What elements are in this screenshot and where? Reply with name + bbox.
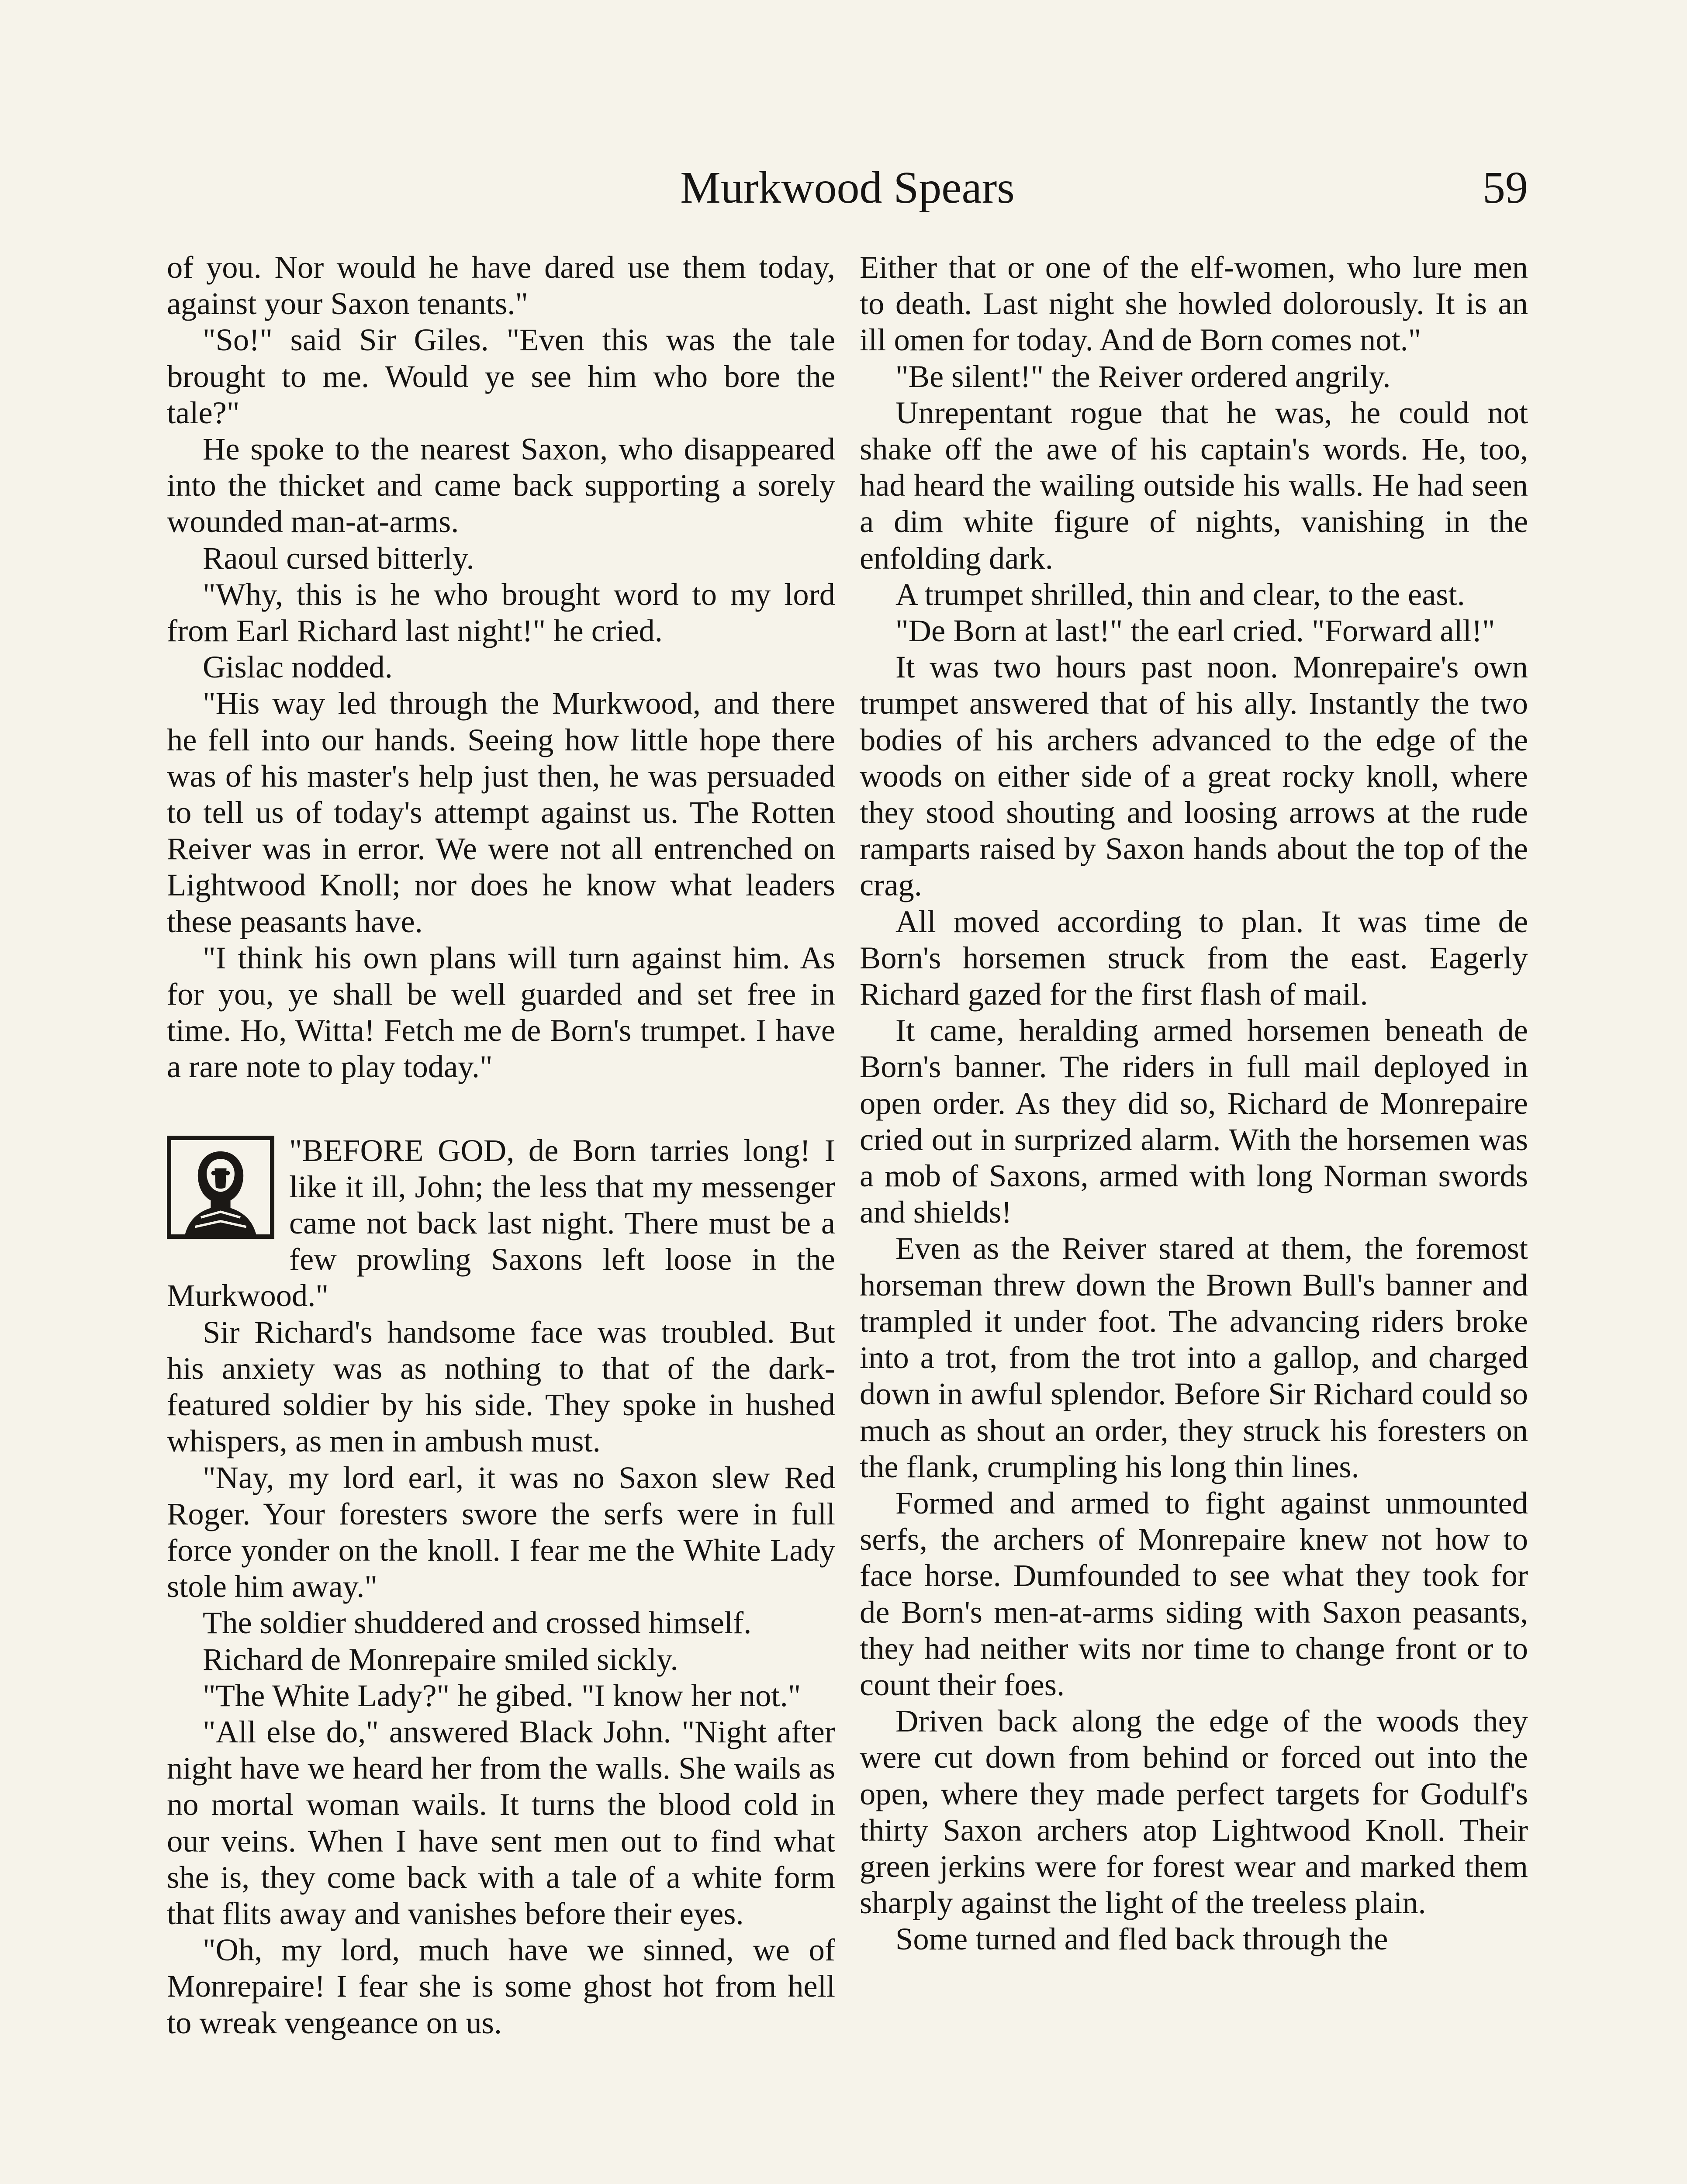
paragraph: Sir Richard's handsome face was troubled. But his anxiety was as nothing to that of the dark-featured soldier by his side. They spoke in hushed whispers, as men in ambush must. xyxy=(167,1314,835,1459)
paragraph: Raoul cursed bitterly. xyxy=(203,540,474,576)
paragraph: All moved according to plan. It was time de Born's horsemen struck from the east. Eagerly Richard gazed for the first flash of mail. xyxy=(860,903,1528,1012)
paragraph: "I think his own plans will turn against him. As for you, ye shall be well guarded and set free in time. Ho, Witta! Fetch me de Born's trumpet. I have a rare note to play today." xyxy=(167,940,835,1085)
paragraph: "BEFORE GOD, de Born tarries long! I like it ill, John; the less that my messenger came not back last night. There must be a few prowling Saxons left loose in the Murkwood." xyxy=(167,1132,835,1313)
paragraph: Either that or one of the elf-women, who lure men to death. Last night she howled dolorously. It is an ill omen for today. And de Born comes not." xyxy=(860,249,1528,358)
paragraph: "Be silent!" the Reiver ordered angrily. xyxy=(895,358,1391,394)
paragraph: Formed and armed to fight against unmounted serfs, the archers of Monrepaire knew not how to face horse. Dumfounded to see what they took for de Born's men-at-arms siding with Saxon peasants, they had neither wits nor time to change front or to count their foes. xyxy=(860,1485,1528,1702)
paragraph: "So!" said Sir Giles. "Even this was the tale brought to me. Would ye see him who bore the tale?" xyxy=(167,322,835,430)
left-column xyxy=(167,249,835,2041)
running-title: Murkwood Spears xyxy=(680,162,1015,213)
paragraph: Even as the Reiver stared at them, the foremost horseman threw down the Brown Bull's banner and trampled it under foot. The advancing riders broke into a trot, from the trot into a gallop, and charged down in awful splendor. Before Sir Richard could so much as shout an order, they struck his foresters on the flank, crumpling his long thin lines. xyxy=(860,1230,1528,1484)
paragraph: "De Born at last!" the earl cried. "Forward all!" xyxy=(895,613,1495,649)
paragraph: It came, heralding armed horsemen beneath de Born's banner. The riders in full mail deployed in open order. As they did so, Richard de Monrepaire cried out in surprized alarm. With the horsemen was a mob of Saxons, armed with long Norman swords and shields! xyxy=(860,1013,1528,1230)
paragraph: "The White Lady?" he gibed. "I know her not." xyxy=(203,1677,801,1713)
paragraph: Unrepentant rogue that he was, he could not shake off the awe of his captain's words. He, too, had heard the wailing outside his walls. He had seen a dim white figure of nights, vanishing in the enfolding dark. xyxy=(860,394,1528,576)
paragraph: "All else do," answered Black John. "Night after night have we heard her from the walls. She wails as no mortal woman wails. It turns the blood cold in our veins. When I have sent men out to find what she is, they come back with a tale of a white form that flits away and vanishes before their eyes. xyxy=(167,1714,835,1931)
section-break xyxy=(167,1085,835,1132)
paragraph: "His way led through the Murkwood, and there he fell into our hands. Seeing how little hope there was of his master's help just then, he was persuaded to tell us of today's attempt against us. The Rotten Reiver was in error. We were not all entrenched on Lightwood Knoll; nor does he know what leaders these peasants have. xyxy=(167,685,835,939)
paragraph: It was two hours past noon. Monrepaire's own trumpet answered that of his ally. Instantly the two bodies of his archers advanced to the edge of the woods on either side of a great rocky knoll, where they stood shouting and loosing arrows at the rude ramparts raised by Saxon hands about the top of the crag. xyxy=(860,649,1528,903)
paragraph: "Nay, my lord earl, it was no Saxon slew Red Roger. Your foresters swore the serfs were in full force yonder on the knoll. I fear me the White Lady stole him away." xyxy=(167,1459,835,1604)
paragraph: Gislac nodded. xyxy=(203,649,393,685)
paragraph: A trumpet shrilled, thin and clear, to the east. xyxy=(895,576,1465,612)
right-column xyxy=(860,249,1528,1957)
page-number: 59 xyxy=(1483,162,1528,213)
paragraph: of you. Nor would he have dared use them today, against your Saxon tenants." xyxy=(167,249,835,321)
paragraph: Driven back along the edge of the woods they were cut down from behind or forced out into the open, where they made perfect targets for Godulf's thirty Saxon archers atop Lightwood Knoll. Their green jerkins were for forest wear and marked them sharply against the light of the treeless plain. xyxy=(860,1703,1528,1921)
paragraph: He spoke to the nearest Saxon, who disappeared into the thicket and came back supporting a sorely wounded man-at-arms. xyxy=(167,431,835,539)
paragraph: "Oh, my lord, much have we sinned, we of Monrepaire! I fear she is some ghost hot from hell to wreak vengeance on us. xyxy=(167,1932,835,2040)
knight-illustration-icon xyxy=(167,1136,274,1239)
page-header xyxy=(167,157,1528,218)
paragraph: "Why, this is he who brought word to my lord from Earl Richard last night!" he cried. xyxy=(167,576,835,649)
paragraph: Some turned and fled back through the xyxy=(895,1921,1388,1957)
paragraph: The soldier shuddered and crossed himself. xyxy=(203,1605,752,1641)
paragraph: Richard de Monrepaire smiled sickly. xyxy=(203,1641,678,1677)
